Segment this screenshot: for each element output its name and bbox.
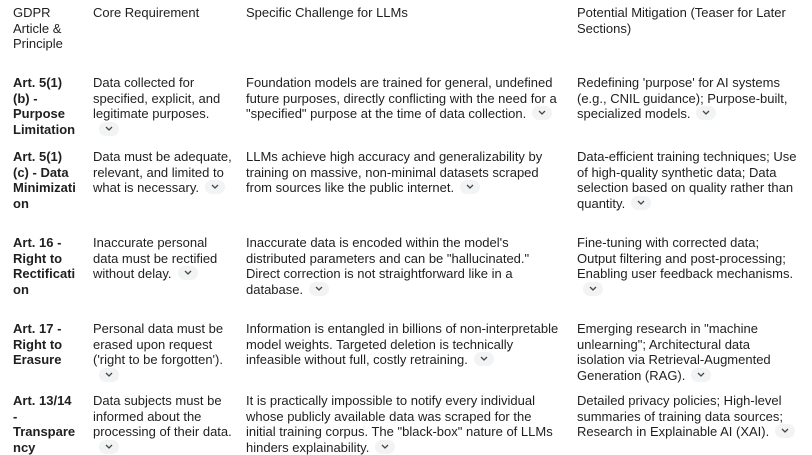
requirement-cell (93, 149, 233, 196)
chevron-down-icon (105, 444, 113, 449)
chevron-down-icon (781, 428, 789, 433)
challenge-text: Foundation models are trained for general, undefined future purposes, directly conflicting with the need for a "specified" purpose at the time of data collection. (246, 75, 557, 121)
mitigation-text: Redefining 'purpose' for AI systems (e.g., CNIL guidance); Purpose-built, specialized models. (577, 75, 788, 121)
mitigation-cell (577, 393, 799, 440)
expand-chevron-button[interactable] (691, 368, 711, 382)
article-cell: Art. 13/14 - Transparency (13, 393, 76, 455)
chevron-down-icon (184, 270, 192, 275)
requirement-cell (93, 393, 233, 455)
requirement-text: Inaccurate personal data must be rectified without delay. (93, 235, 218, 281)
challenge-cell (246, 393, 560, 455)
header-mitigation: Potential Mitigation (Teaser for Later Sections) (577, 5, 786, 36)
chevron-down-icon (466, 184, 474, 189)
chevron-down-icon (697, 372, 705, 377)
header-article: GDPR Article & Principle (13, 5, 63, 51)
mitigation-text: Detailed privacy policies; High-level summaries of training data sources; Research in Explainable AI (XAI). (577, 393, 783, 439)
article-cell: Art. 5(1)(b) - Purpose Limitation (13, 75, 76, 137)
article-cell: Art. 17 - Right to Erasure (13, 321, 63, 367)
header-requirement: Core Requirement (93, 5, 200, 20)
table-row (0, 142, 812, 228)
expand-chevron-button[interactable] (532, 106, 552, 120)
expand-chevron-button[interactable] (205, 180, 225, 194)
expand-chevron-button[interactable] (99, 122, 119, 136)
mitigation-cell (577, 149, 799, 211)
mitigation-cell (577, 321, 799, 383)
challenge-text: It is practically impossible to notify every individual whose publicly available data was scraped for the initial training corpus. The "black-box" nature of LLMs hinders explainability. (246, 393, 553, 455)
chevron-down-icon (315, 286, 323, 291)
expand-chevron-button[interactable] (99, 368, 119, 382)
requirement-cell (93, 75, 233, 137)
requirement-text: Data subjects must be informed about the processing of their data. (93, 393, 232, 439)
mitigation-text: Emerging research in "machine unlearning"; Architectural data isolation via Retrieval-Augmented Generation (RAG). (577, 321, 771, 383)
mitigation-text: Data-efficient training techniques; Use of high-quality synthetic data; Data selection based on quality rather than quantity. (577, 149, 797, 211)
mitigation-cell (577, 75, 799, 122)
chevron-down-icon (381, 444, 389, 449)
requirement-text: Personal data must be erased upon request ('right to be forgotten'). (93, 321, 224, 367)
header-challenge: Specific Challenge for LLMs (246, 5, 408, 20)
table-row (0, 314, 812, 386)
requirement-text: Data must be adequate, relevant, and limited to what is necessary. (93, 149, 232, 195)
expand-chevron-button[interactable] (696, 106, 716, 120)
challenge-cell (246, 75, 560, 122)
chevron-down-icon (211, 184, 219, 189)
chevron-down-icon (105, 126, 113, 131)
chevron-down-icon (702, 110, 710, 115)
chevron-down-icon (105, 372, 113, 377)
expand-chevron-button[interactable] (775, 424, 795, 438)
expand-chevron-button[interactable] (99, 440, 119, 454)
challenge-cell (246, 149, 560, 196)
challenge-cell (246, 321, 560, 368)
mitigation-text: Fine-tuning with corrected data; Output filtering and post-processing; Enabling user feedback mechanisms. (577, 235, 794, 281)
expand-chevron-button[interactable] (375, 440, 395, 454)
expand-chevron-button[interactable] (474, 352, 494, 366)
expand-chevron-button[interactable] (583, 282, 603, 296)
expand-chevron-button[interactable] (631, 196, 651, 210)
chevron-down-icon (480, 356, 488, 361)
challenge-text: Inaccurate data is encoded within the model's distributed parameters and can be "hallucinated." Direct correction is not straightforward like in a database. (246, 235, 530, 297)
article-cell: Art. 5(1)(c) - Data Minimization (13, 149, 76, 211)
table-row (0, 386, 812, 455)
requirement-text: Data collected for specified, explicit, and legitimate purposes. (93, 75, 221, 121)
chevron-down-icon (589, 286, 597, 291)
requirement-cell (93, 235, 233, 282)
challenge-text: LLMs achieve high accuracy and generalizability by training on massive, non-minimal datasets scraped from sources like the public internet. (246, 149, 543, 195)
table-row (0, 228, 812, 314)
challenge-cell (246, 235, 560, 297)
mitigation-cell (577, 235, 799, 297)
chevron-down-icon (538, 110, 546, 115)
expand-chevron-button[interactable] (178, 266, 198, 280)
requirement-cell (93, 321, 233, 383)
article-cell: Art. 16 - Right to Rectification (13, 235, 76, 297)
challenge-text: Information is entangled in billions of non-interpretable model weights. Targeted deletion is technically infeasible without full, costly retraining. (246, 321, 559, 367)
table-row (0, 68, 812, 142)
table-header-row (0, 0, 812, 68)
expand-chevron-button[interactable] (309, 282, 329, 296)
expand-chevron-button[interactable] (460, 180, 480, 194)
chevron-down-icon (637, 200, 645, 205)
